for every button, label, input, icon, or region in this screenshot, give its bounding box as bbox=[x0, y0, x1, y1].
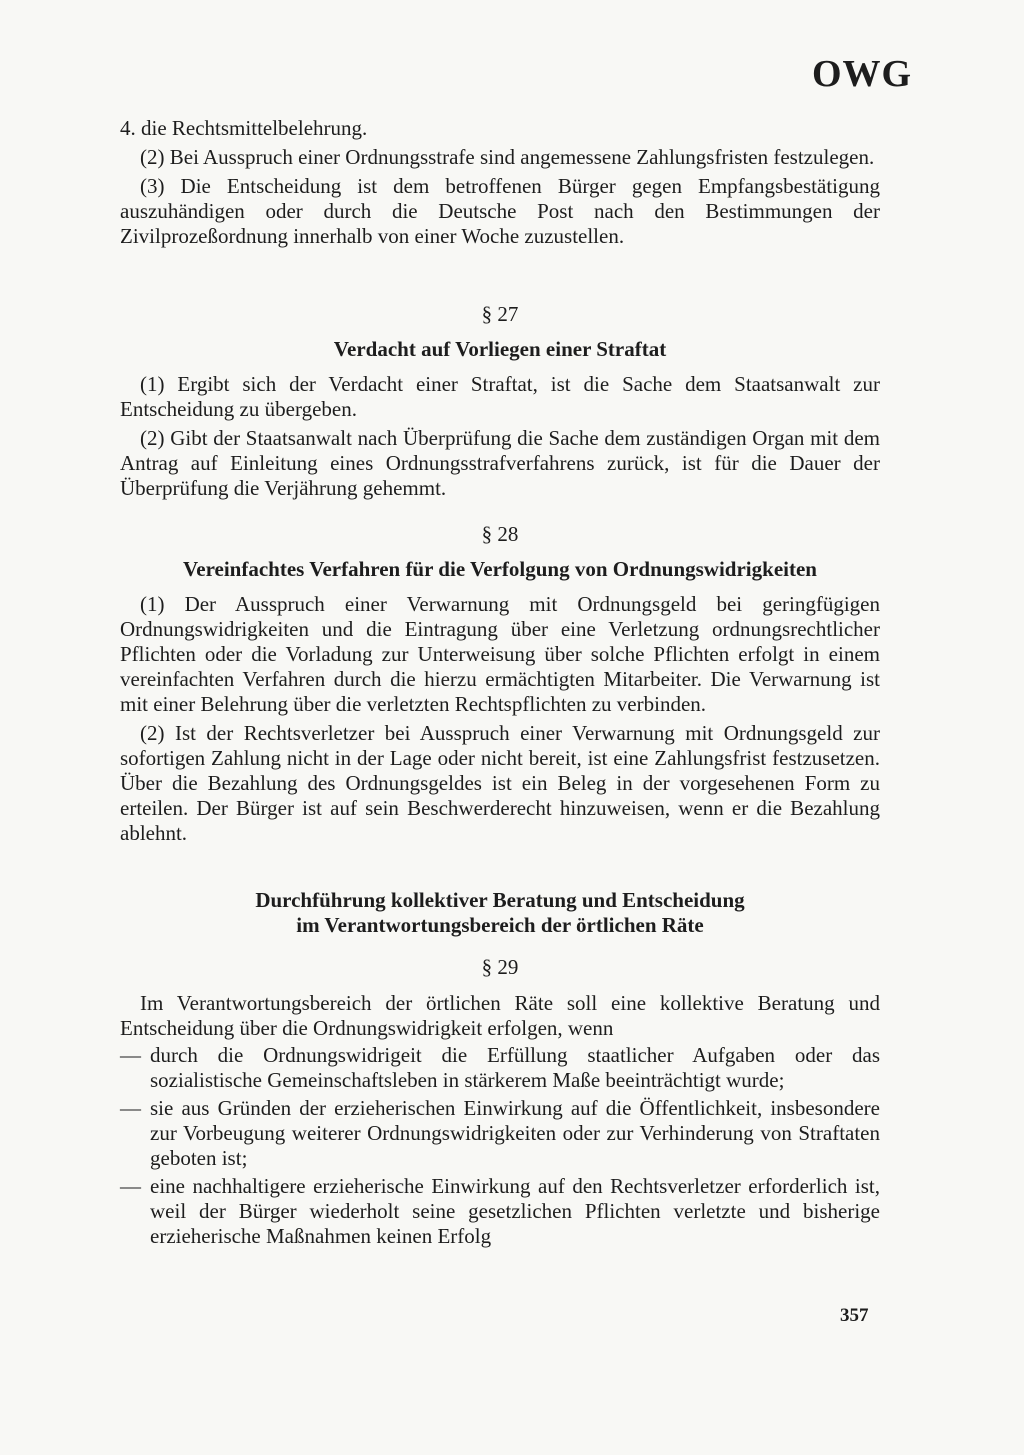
section-heading-line-1: Durchführung kollektiver Beratung und Entscheidung bbox=[255, 888, 745, 912]
dash-bullet: — bbox=[120, 1096, 141, 1120]
section-28-body bbox=[120, 592, 880, 846]
s27-paragraph-1: (1) Ergibt sich der Verdacht einer Straftat, ist die Sache dem Staatsanwalt zur Entscheidung zu übergeben. bbox=[120, 372, 880, 421]
section-number-27: § 27 bbox=[481, 302, 519, 326]
section-29-list bbox=[120, 1043, 880, 1249]
s29-intro-text: Im Verantwortungsbereich der örtlichen Räte soll eine kollektive Beratung und Entscheidung über die Ordnungswidrigkeit erfolgen, wenn bbox=[120, 991, 880, 1040]
section-heading-line-2: im Verantwortungsbereich der örtlichen Räte bbox=[296, 913, 704, 937]
list-item bbox=[120, 1096, 880, 1171]
section-title-27: Verdacht auf Vorliegen einer Straftat bbox=[333, 337, 667, 361]
section-29-intro bbox=[120, 991, 880, 1041]
list-item-4: 4. die Rechtsmittelbelehrung. bbox=[120, 116, 368, 140]
paragraph-3: (3) Die Entscheidung ist dem betroffenen Bürger gegen Empfangsbestätigung auszuhändigen oder durch die Deutsche Post nach den Bestimmungen der Zivilprozeßordnung innerhalb von einer Woche zuzustellen. bbox=[120, 174, 880, 248]
list-item-text: eine nachhaltigere erzieherische Einwirkung auf den Rechtsverletzer erforderlich ist, weil der Bürger wiederholt seine gesetzlichen Pflichten verletzte und bisherige erzieherische Maßnahmen keinen Erfolg bbox=[150, 1174, 880, 1248]
s27-paragraph-2: (2) Gibt der Staatsanwalt nach Überprüfung die Sache dem zuständigen Organ mit dem Antrag auf Einleitung eines Ordnungsstrafverfahrens zurück, ist für die Dauer der Überprüfung die Verjährung gehemmt. bbox=[120, 426, 880, 500]
dash-bullet: — bbox=[120, 1043, 141, 1067]
list-item-text: sie aus Gründen der erzieherischen Einwirkung auf die Öffentlichkeit, insbesondere zur Vorbeugung weiterer Ordnungswidrigkeiten oder zur Verhinderung von Straftaten geboten ist; bbox=[150, 1096, 880, 1170]
section-title-28: Vereinfachtes Verfahren für die Verfolgung von Ordnungswidrigkeiten bbox=[183, 557, 817, 581]
page-number: 357 bbox=[840, 1305, 869, 1326]
list-item-text: durch die Ordnungswidrigeit die Erfüllung staatlicher Aufgaben oder das sozialistische Gemeinschaftsleben in stärkerem Maße beeinträchtigt wurde; bbox=[150, 1043, 880, 1092]
list-item bbox=[120, 1174, 880, 1249]
section-27-body bbox=[120, 372, 880, 501]
section-number-29: § 29 bbox=[481, 955, 519, 979]
page-header-code: OWG bbox=[812, 53, 913, 95]
paragraph-2: (2) Bei Ausspruch einer Ordnungsstrafe sind angemessene Zahlungsfristen festzulegen. bbox=[140, 145, 875, 169]
s28-paragraph-2: (2) Ist der Rechtsverletzer bei Ausspruch einer Verwarnung mit Ordnungsgeld zur sofortigen Zahlung nicht in der Lage oder nicht bereit, ist eine Zahlungsfrist festzusetzen. Über die Bezahlung des Ordnungsgeldes ist ein Beleg in der vorgesehenen Form zu erteilen. Der Bürger ist auf sein Beschwerderecht hinzuweisen, wenn er die Bezahlung ablehnt. bbox=[120, 721, 880, 845]
s28-paragraph-1: (1) Der Ausspruch einer Verwarnung mit Ordnungsgeld bei geringfügigen Ordnungswidrigkeiten und die Eintragung über eine Verletzung ordnungsrechtlicher Pflichten oder die Vorladung zur Unterweisung über solche Pflichten erfolgt in einem vereinfachten Verfahren durch die hierzu ermächtigten Mitarbeiter. Die Verwarnung ist mit einer Belehrung über die verletzten Rechtspflichten zu verbinden. bbox=[120, 592, 880, 716]
dash-bullet: — bbox=[120, 1174, 141, 1198]
list-item bbox=[120, 1043, 880, 1093]
top-paragraphs bbox=[120, 116, 880, 249]
section-number-28: § 28 bbox=[481, 522, 519, 546]
